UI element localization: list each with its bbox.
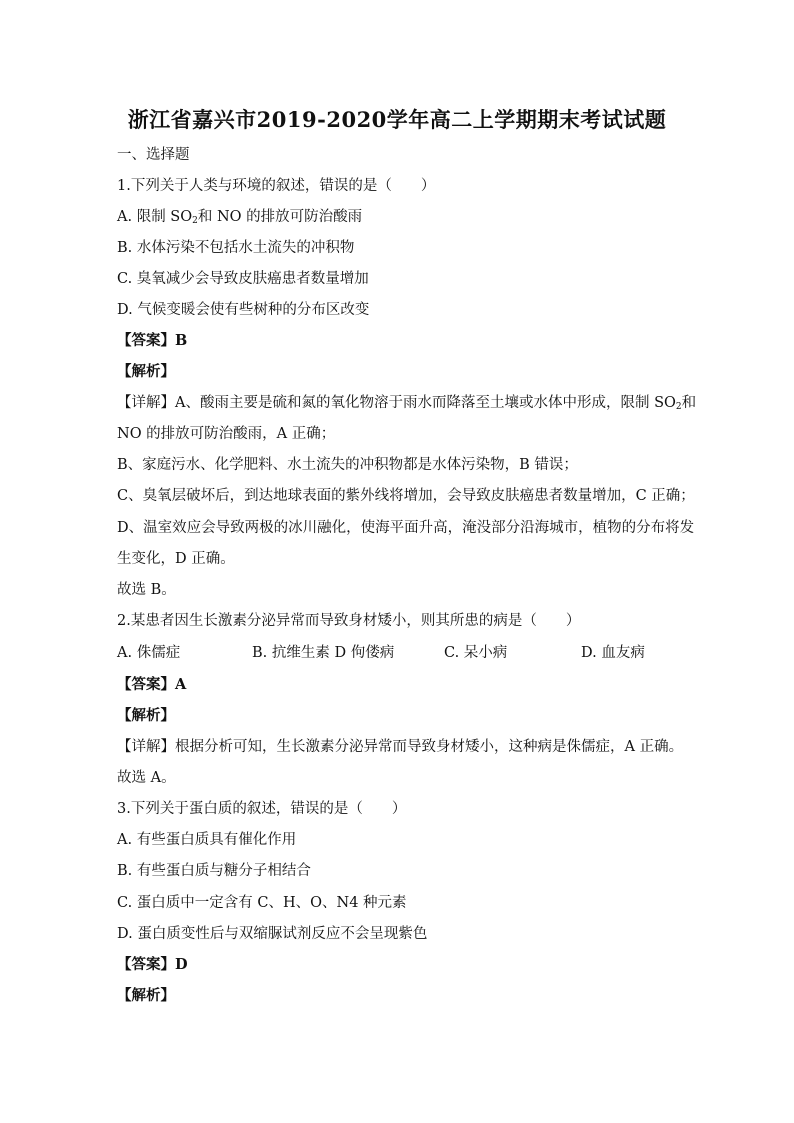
q2-option-d: D. 血友病 xyxy=(581,645,645,661)
q1-option-d: D. 气候变暖会使有些树种的分布区改变 xyxy=(117,302,370,318)
q3-stem: 3.下列关于蛋白质的叙述，错误的是（ ） xyxy=(117,801,407,817)
q2-option-c: C. 呆小病 xyxy=(444,645,508,661)
q2-option-a: A. 侏儒症 xyxy=(117,645,181,661)
q2-option-b: B. 抗维生素 D 佝偻病 xyxy=(252,645,395,661)
q1-detail-line-4: C、臭氧层破坏后，到达地球表面的紫外线将增加，会导致皮肤癌患者数量增加，C 正确； xyxy=(117,488,695,504)
q1-detail-line-1: 【详解】A、酸雨主要是硫和氮的氧化物溶于雨水而降落至土壤或水体中形成，限制 $SO_2$和 xyxy=(117,395,697,412)
section-heading: 一、选择题 xyxy=(117,147,190,163)
q1-detail-line-6: 生变化，D 正确。 xyxy=(117,551,235,567)
q2-answer: 【答案】A xyxy=(117,676,187,693)
q3-option-c: C. 蛋白质中一定含有 C、H、O、N4 种元素 xyxy=(117,895,407,911)
q1-option-b: B. 水体污染不包括水土流失的冲积物 xyxy=(117,240,355,256)
q1-option-a: A. 限制 $SO_2$和 NO 的排放可防治酸雨 xyxy=(117,209,363,226)
q3-answer: 【答案】D xyxy=(117,956,188,973)
page-title: 浙江省嘉兴市2019-2020学年高二上学期期末考试试题 xyxy=(127,107,667,132)
q3-analysis-label: 【解析】 xyxy=(117,987,175,1004)
q1-analysis-label: 【解析】 xyxy=(117,363,175,380)
q3-option-d: D. 蛋白质变性后与双缩脲试剂反应不会呈现紫色 xyxy=(117,926,428,942)
q2-analysis-label: 【解析】 xyxy=(117,707,175,724)
q2-stem: 2.某患者因生长激素分泌异常而导致身材矮小，则其所患的病是（ ） xyxy=(117,613,581,629)
q1-detail-line-3: B、家庭污水、化学肥料、水土流失的冲积物都是水体污染物，B 错误； xyxy=(117,457,578,473)
q1-detail-line-2: NO 的排放可防治酸雨，A 正确； xyxy=(117,426,336,442)
q1-stem: 1.下列关于人类与环境的叙述，错误的是（ ） xyxy=(117,178,436,194)
q3-option-a: A. 有些蛋白质具有催化作用 xyxy=(117,832,297,848)
q1-answer: 【答案】B xyxy=(117,332,188,349)
q3-option-b: B. 有些蛋白质与糖分子相结合 xyxy=(117,863,311,879)
q2-detail: 【详解】根据分析可知，生长激素分泌异常而导致身材矮小，这种病是侏儒症，A 正确。 xyxy=(117,739,684,755)
q1-detail-line-5: D、温室效应会导致两极的冰川融化，使海平面升高，淹没部分沿海城市，植物的分布将发 xyxy=(117,520,695,536)
q1-conclusion: 故选 B。 xyxy=(117,582,176,598)
q2-conclusion: 故选 A。 xyxy=(117,770,176,786)
q1-option-c: C. 臭氧减少会导致皮肤癌患者数量增加 xyxy=(117,271,369,287)
